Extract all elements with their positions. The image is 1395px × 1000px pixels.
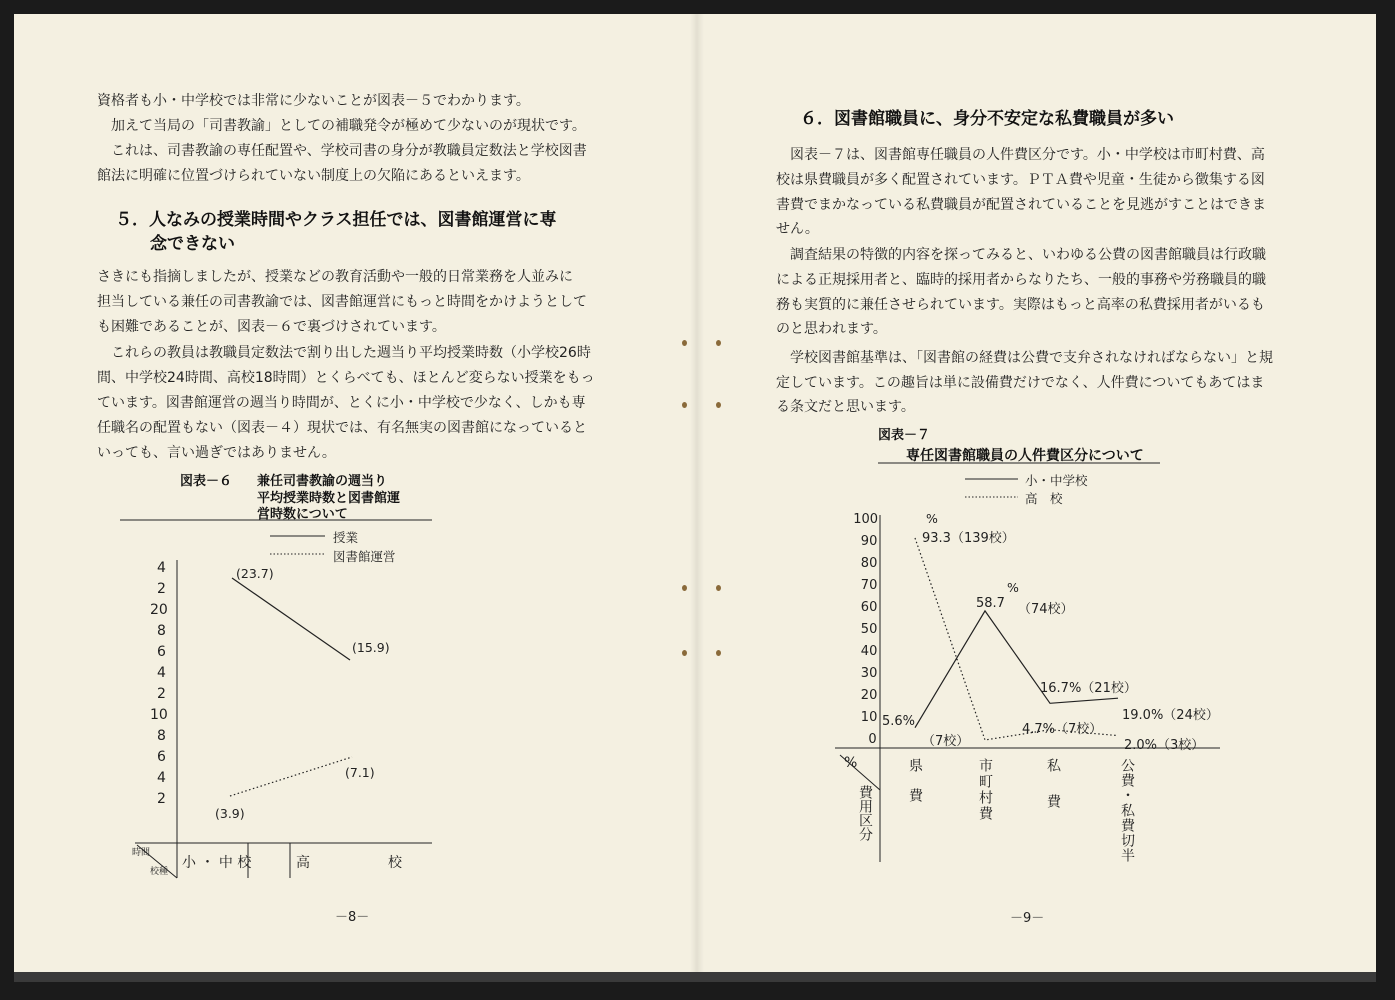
body-text-line: 図表－７は、図書館専任職員の人件費区分です。小・中学校は市町村費、高 bbox=[790, 147, 1265, 163]
percent-symbol: % bbox=[1007, 580, 1019, 595]
body-text-line: 校は県費職員が多く配置されています。ＰＴＡ費や児童・生徒から徴集する図 bbox=[776, 172, 1265, 188]
body-text-line: ています。図書館運営の週当り時間が、とくに小・中学校で少なく、しかも専 bbox=[97, 395, 586, 411]
body-text-line: る条文だと思います。 bbox=[776, 399, 915, 415]
data-label: 19.0%（24校） bbox=[1122, 708, 1219, 723]
y-tick-label: 2 bbox=[157, 581, 166, 597]
y-tick-label: 20 bbox=[150, 602, 168, 618]
body-text-line: も困難であることが、図表－６で裏づけされています。 bbox=[97, 319, 446, 335]
data-label: 93.3（139校） bbox=[922, 531, 1015, 546]
y-tick-label: 90 bbox=[860, 534, 878, 549]
body-text-line: 定しています。この趣旨は単に設備費だけでなく、人件費についてもあてはま bbox=[776, 375, 1265, 391]
x-category-label: 市町村費 bbox=[977, 758, 993, 822]
y-tick-label: 8 bbox=[157, 623, 166, 639]
y-tick-label: 4 bbox=[157, 665, 166, 681]
section-heading-5: ５．人なみの授業時間やクラス担任では、図書館運営に専 bbox=[115, 210, 557, 230]
series-elem-line bbox=[915, 611, 1118, 728]
figure-6-title-line: 営時数について bbox=[257, 507, 348, 522]
body-text-line: 担当している兼任の司書教諭では、図書館運営にもっと時間をかけようとして bbox=[97, 294, 587, 310]
y-tick-label: 4 bbox=[157, 770, 166, 786]
y-tick-label: 10 bbox=[860, 710, 878, 725]
y-tick-label: 30 bbox=[860, 666, 878, 681]
figure-6-title-line: 兼任司書教諭の週当り bbox=[257, 474, 388, 489]
series-hs-line bbox=[915, 538, 1118, 740]
corner-label-hours: 時間 bbox=[132, 848, 151, 858]
x-category-label: 公費・私費切半 bbox=[1119, 758, 1135, 863]
body-text-line: による正規採用者と、臨時的採用者からなりたち、一般的事務や労務職員的職 bbox=[776, 272, 1266, 288]
corner-label-school-type: 校種 bbox=[150, 867, 169, 877]
body-text-line: せん。 bbox=[776, 221, 819, 237]
y-tick-label: 6 bbox=[157, 644, 166, 660]
data-label: （7校） bbox=[922, 734, 970, 749]
y-tick-label: 2 bbox=[157, 686, 166, 702]
body-text-line: これは、司書教諭の専任配置や、学校司書の身分が教職員定数法と学校図書 bbox=[111, 143, 587, 159]
y-tick-label: 100 bbox=[853, 512, 879, 527]
body-text-line: 任職名の配置もない（図表－４）現状では、有名無実の図書館になっていると bbox=[97, 420, 587, 436]
legend-label-class-hours: 授業 bbox=[333, 530, 359, 545]
y-tick-label: 70 bbox=[860, 578, 878, 593]
data-label: （74校） bbox=[1018, 602, 1074, 617]
y-tick-label: 6 bbox=[157, 749, 166, 765]
data-label: 16.7%（21校） bbox=[1040, 681, 1137, 696]
data-label: (15.9) bbox=[352, 640, 390, 655]
page-number: －8－ bbox=[335, 910, 370, 925]
body-text-line: のと思われます。 bbox=[776, 321, 887, 337]
body-text-line: 資格者も小・中学校では非常に少ないことが図表－５でわかります。 bbox=[97, 93, 530, 109]
data-label: 2.0%（3校） bbox=[1124, 738, 1205, 753]
percent-symbol: % bbox=[926, 511, 938, 526]
y-tick-label: 4 bbox=[157, 560, 166, 576]
body-text-line: 館法に明確に位置づけられていない制度上の欠陥にあるといえます。 bbox=[97, 168, 530, 184]
x-category-label: 小 ・ 中 校 bbox=[182, 855, 252, 871]
body-text-line: さきにも指摘しましたが、授業などの教育活動や一般的日常業務を人並みに bbox=[97, 269, 573, 285]
section-heading-5-cont: 念できない bbox=[150, 234, 235, 254]
figure-6-label: 図表－６ bbox=[180, 474, 233, 489]
y-tick-label: 0 bbox=[868, 732, 877, 747]
y-tick-label: 50 bbox=[860, 622, 878, 637]
x-category-label: 高 bbox=[296, 855, 310, 871]
x-axis-title: 費用区分 bbox=[857, 785, 873, 841]
body-text-line: いっても、言い過ぎではありません。 bbox=[97, 445, 336, 461]
body-text-line: 務も実質的に兼任させられています。実際はもっと高率の私費採用者がいるも bbox=[776, 297, 1265, 313]
data-label: (23.7) bbox=[236, 566, 274, 581]
y-tick-label: 60 bbox=[860, 600, 878, 615]
data-label: 58.7 bbox=[976, 596, 1005, 611]
page-number: －9－ bbox=[1010, 911, 1045, 926]
y-tick-label: 20 bbox=[860, 688, 878, 703]
data-label: 4.7%（7校） bbox=[1022, 722, 1103, 737]
legend-label-library-hours: 図書館運営 bbox=[333, 549, 396, 564]
figure-7-label: 図表－７ bbox=[878, 428, 931, 443]
x-category-label: 私費 bbox=[1045, 758, 1061, 830]
body-text-line: これらの教員は教職員定数法で割り出した週当り平均授業時数（小学校26時 bbox=[111, 345, 591, 361]
y-tick-label: 10 bbox=[150, 707, 168, 723]
data-label: 5.6% bbox=[882, 714, 916, 729]
body-text-line: 間、中学校24時間、高校18時間）とくらべても、ほとんど変らない授業をもっ bbox=[97, 370, 595, 386]
x-category-label: 県費 bbox=[907, 758, 923, 818]
y-tick-label: 2 bbox=[157, 791, 166, 807]
section-heading-6: ６．図書館職員に、身分不安定な私費職員が多い bbox=[800, 109, 1174, 129]
body-text-line: 学校図書館基準は、「図書館の経費は公費で支弁されなければならない」と規 bbox=[790, 350, 1273, 366]
x-category-label: 校 bbox=[388, 855, 402, 871]
y-tick-label: 80 bbox=[860, 556, 878, 571]
legend-label-elem: 小・中学校 bbox=[1025, 473, 1088, 488]
data-label: (7.1) bbox=[345, 765, 375, 780]
body-text-line: 加えて当局の「司書教諭」としての補職発令が極めて少ないのが現状です。 bbox=[111, 118, 586, 134]
figure-6-title-line: 平均授業時数と図書館運 bbox=[257, 491, 401, 506]
data-label: (3.9) bbox=[215, 806, 245, 821]
y-tick-label: 8 bbox=[157, 728, 166, 744]
body-text-line: 調査結果の特徴的内容を探ってみると、いわゆる公費の図書館職員は行政職 bbox=[790, 247, 1266, 263]
legend-label-hs: 高 校 bbox=[1025, 491, 1063, 506]
body-text-line: 書費でまかなっている私費職員が配置されていることを見逃がすことはできま bbox=[776, 197, 1266, 213]
figure-7-title: 専任図書館職員の人件費区分について bbox=[906, 448, 1144, 464]
y-tick-label: 40 bbox=[860, 644, 878, 659]
percent-symbol: % bbox=[844, 755, 858, 771]
